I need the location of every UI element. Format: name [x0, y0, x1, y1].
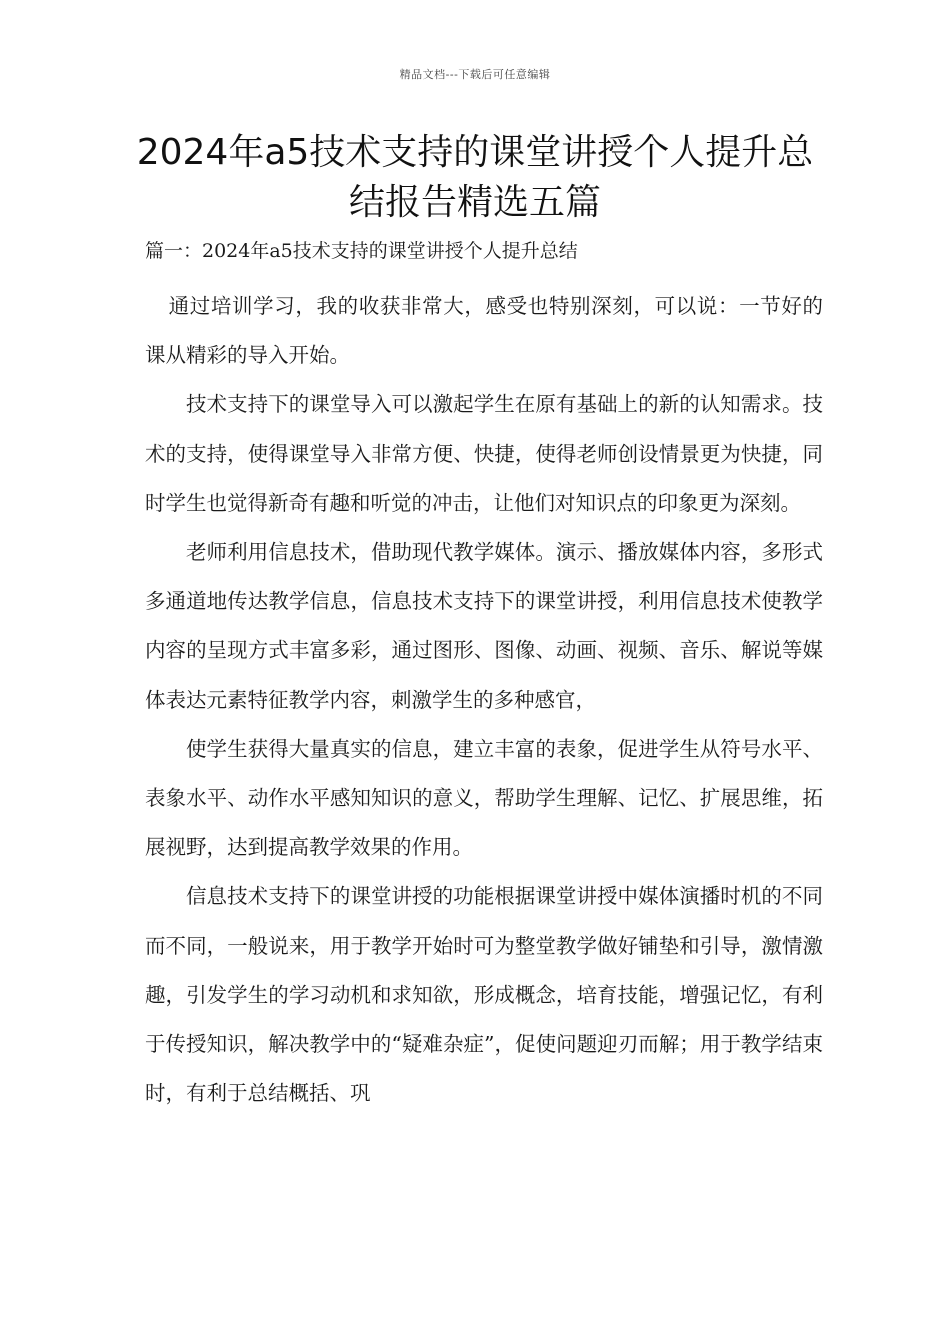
section-heading: 篇一：2024年a5技术支持的课堂讲授个人提升总结 [145, 240, 578, 262]
page-header: 精品文档---下载后可任意编辑 [399, 68, 551, 81]
paragraph: 使学生获得大量真实的信息，建立丰富的表象，促进学生从符号水平、表象水平、动作水平感知知识的意义，帮助学生理解、记忆、扩展思维，拓展视野，达到提高教学效果的作用。 [145, 736, 823, 860]
paragraph: 信息技术支持下的课堂讲授的功能根据课堂讲授中媒体演播时机的不同而不同，一般说来，用于教学开始时可为整堂教学做好铺垫和引导，激情激趣，引发学生的学习动机和求知欲，形成概念，培育技能，增强记忆，有利于传授知识，解决教学中的“疑难杂症”，促使问题迎刃而解；用于教学结束时，有利于总结概括、巩 [145, 884, 823, 1106]
paragraph: 技术支持下的课堂导入可以激起学生在原有基础上的新的认知需求。技术的支持，使得课堂导入非常方便、快捷，使得老师创设情景更为快捷，同时学生也觉得新奇有趣和听觉的冲击，让他们对知识点的印象更为深刻。 [145, 392, 823, 515]
paragraph: 老师利用信息技术，借助现代教学媒体。演示、播放媒体内容，多形式多通道地传达教学信息，信息技术支持下的课堂讲授，利用信息技术使教学内容的呈现方式丰富多彩，通过图形、图像、动画、视频、音乐、解说等媒体表达元素特征教学内容，刺激学生的多种感官， [145, 540, 823, 712]
paragraph: 通过培训学习，我的收获非常大，感受也特别深刻，可以说：一节好的课从精彩的导入开始。 [145, 294, 823, 368]
document-title: 2024年a5技术支持的课堂讲授个人提升总结报告精选五篇 [136, 132, 814, 223]
document-body [145, 282, 823, 1118]
